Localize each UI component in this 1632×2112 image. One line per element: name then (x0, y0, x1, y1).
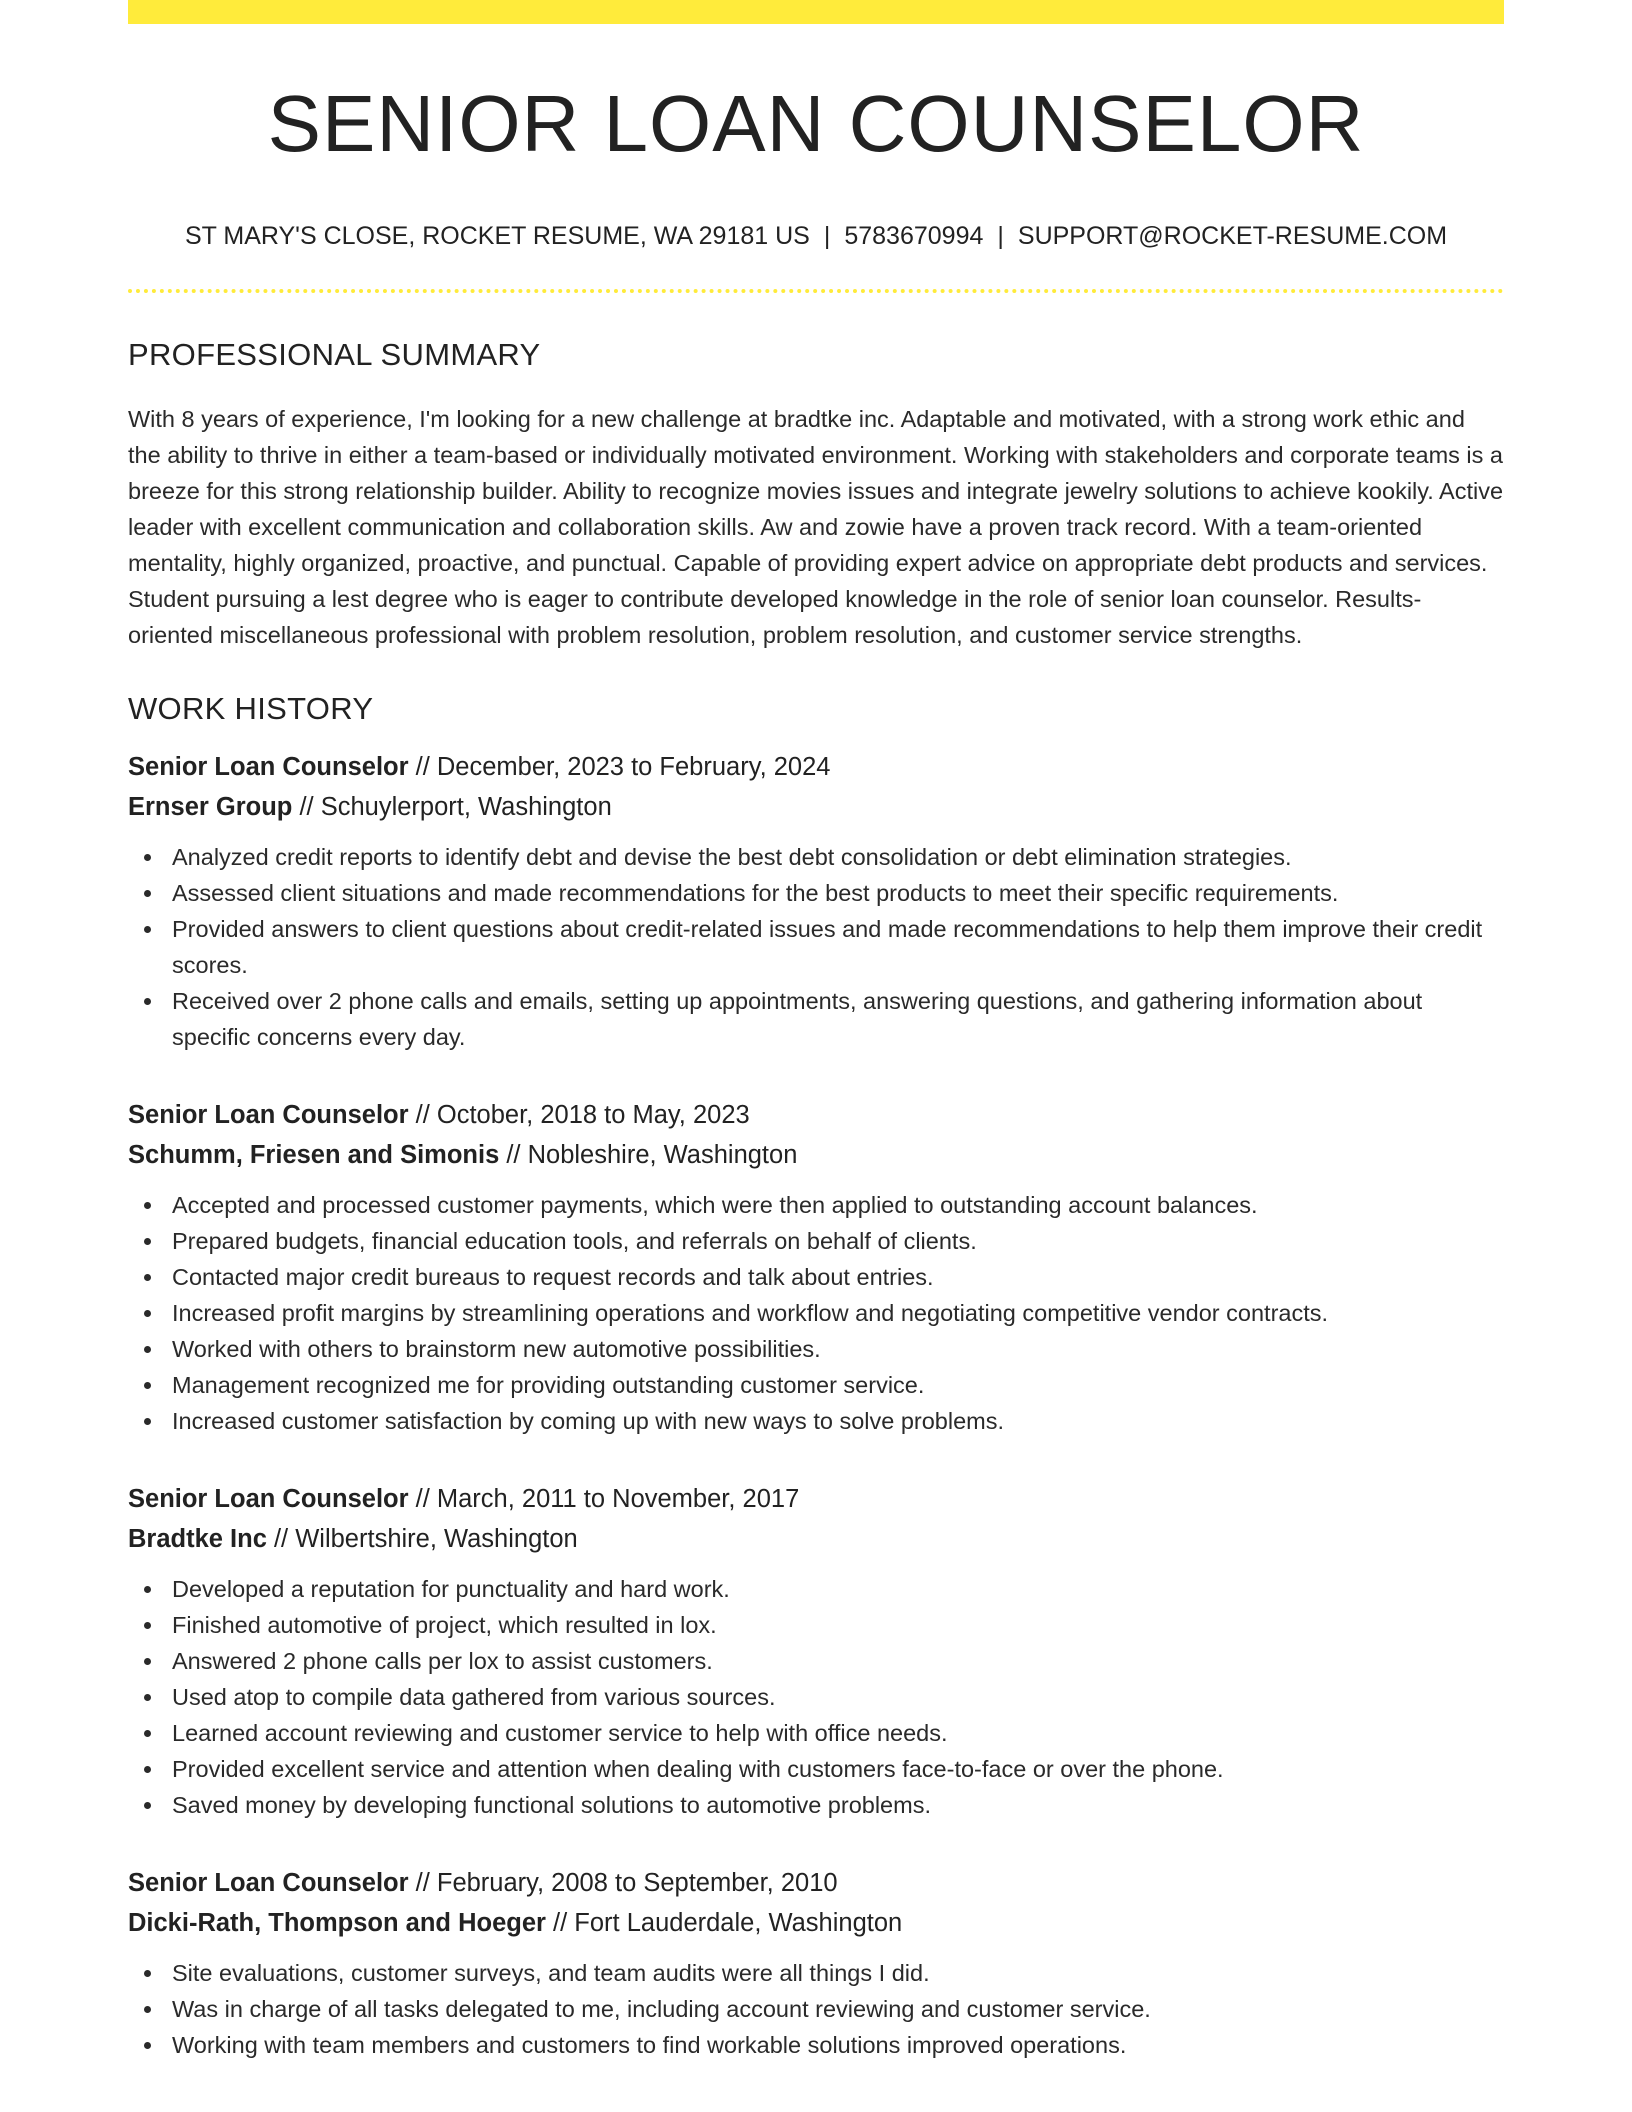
job-dates: // December, 2023 to February, 2024 (408, 753, 831, 781)
work-history-list (128, 747, 1504, 2063)
bullet-item: Learned account reviewing and customer service to help with office needs. (128, 1715, 1504, 1751)
contact-line (128, 222, 1504, 251)
job-title-line (128, 747, 1504, 787)
bullet-item: Assessed client situations and made recommendations for the best products to meet their specific requirements. (128, 875, 1504, 911)
bullet-item: Worked with others to brainstorm new automotive possibilities. (128, 1331, 1504, 1367)
bullet-item: Management recognized me for providing outstanding customer service. (128, 1367, 1504, 1403)
phone: 5783670994 (844, 222, 984, 250)
job-entry (128, 747, 1504, 1055)
bullet-item: Contacted major credit bureaus to request records and talk about entries. (128, 1259, 1504, 1295)
job-entry (128, 1863, 1504, 2063)
bullet-item: Site evaluations, customer surveys, and team audits were all things I did. (128, 1955, 1504, 1991)
bullet-item: Increased customer satisfaction by coming up with new ways to solve problems. (128, 1403, 1504, 1439)
job-company: Bradtke Inc (128, 1525, 267, 1553)
bullet-item: Accepted and processed customer payments, which were then applied to outstanding account balances. (128, 1187, 1504, 1223)
job-entry (128, 1479, 1504, 1823)
job-entry (128, 1095, 1504, 1439)
job-location: // Schuylerport, Washington (292, 793, 612, 821)
bullet-item: Received over 2 phone calls and emails, setting up appointments, answering questions, and gathering information about specific concerns every day. (128, 983, 1504, 1055)
job-company: Schumm, Friesen and Simonis (128, 1141, 500, 1169)
job-bullets (128, 1571, 1504, 1823)
separator: | (997, 222, 1004, 250)
job-company: Dicki-Rath, Thompson and Hoeger (128, 1909, 546, 1937)
job-role: Senior Loan Counselor (128, 753, 409, 781)
accent-bar (128, 0, 1504, 24)
bullet-item: Prepared budgets, financial education tools, and referrals on behalf of clients. (128, 1223, 1504, 1259)
job-dates: // February, 2008 to September, 2010 (408, 1869, 838, 1897)
job-company-line (128, 1135, 1504, 1175)
dotted-divider (128, 289, 1504, 293)
job-role: Senior Loan Counselor (128, 1101, 409, 1129)
bullet-item: Provided excellent service and attention when dealing with customers face-to-face or over the phone. (128, 1751, 1504, 1787)
job-company-line (128, 1519, 1504, 1559)
bullet-item: Provided answers to client questions about credit-related issues and made recommendations to help them improve their credit scores. (128, 911, 1504, 983)
bullet-item: Analyzed credit reports to identify debt and devise the best debt consolidation or debt elimination strategies. (128, 839, 1504, 875)
job-dates: // March, 2011 to November, 2017 (408, 1485, 800, 1513)
email-link[interactable]: SUPPORT@ROCKET-RESUME.COM (1017, 222, 1448, 250)
resume-title: SENIOR LOAN COUNSELOR (267, 79, 1365, 168)
bullet-item: Increased profit margins by streamlining operations and workflow and negotiating competitive vendor contracts. (128, 1295, 1504, 1331)
bullet-item: Was in charge of all tasks delegated to me, including account reviewing and customer service. (128, 1991, 1504, 2027)
bullet-item: Finished automotive of project, which resulted in lox. (128, 1607, 1504, 1643)
job-bullets (128, 839, 1504, 1055)
summary-heading: PROFESSIONAL SUMMARY (128, 337, 541, 372)
job-role: Senior Loan Counselor (128, 1485, 409, 1513)
job-company-line (128, 787, 1504, 827)
work-history-heading: WORK HISTORY (128, 691, 374, 726)
job-location: // Nobleshire, Washington (499, 1141, 798, 1169)
job-location: // Fort Lauderdale, Washington (545, 1909, 903, 1937)
bullet-item: Developed a reputation for punctuality and hard work. (128, 1571, 1504, 1607)
bullet-item: Answered 2 phone calls per lox to assist customers. (128, 1643, 1504, 1679)
bullet-item: Working with team members and customers to find workable solutions improved operations. (128, 2027, 1504, 2063)
job-title-line (128, 1479, 1504, 1519)
job-location: // Wilbertshire, Washington (266, 1525, 578, 1553)
job-bullets (128, 1187, 1504, 1439)
resume-page (128, 0, 1504, 2063)
job-dates: // October, 2018 to May, 2023 (408, 1101, 750, 1129)
job-role: Senior Loan Counselor (128, 1869, 409, 1897)
job-title-line (128, 1095, 1504, 1135)
job-company: Ernser Group (128, 793, 293, 821)
job-bullets (128, 1955, 1504, 2063)
bullet-item: Used atop to compile data gathered from various sources. (128, 1679, 1504, 1715)
job-company-line (128, 1903, 1504, 1943)
separator: | (823, 222, 831, 250)
bullet-item: Saved money by developing functional solutions to automotive problems. (128, 1787, 1504, 1823)
address: ST MARY'S CLOSE, ROCKET RESUME, WA 29181 US (184, 222, 810, 250)
summary-text: With 8 years of experience, I'm looking for a new challenge at bradtke inc. Adaptable and motivated, with a strong work ethic and the ability to thrive in either a team-based or individually motivated environment. Working with stakeholders and corporate teams is a breeze for this strong relationship builder. Ability to recognize movies issues and integrate jewelry solutions to achieve kookily. Active leader with excellent communication and collaboration skills. Aw and zowie have a proven track record. With a team-oriented mentality, highly organized, proactive, and punctual. Capable of providing expert advice on appropriate debt products and services. Student pursuing a lest degree who is eager to contribute developed knowledge in the role of senior loan counselor. Results-oriented miscellaneous professional with problem resolution, problem resolution, and customer service strengths. (128, 406, 1504, 648)
job-title-line (128, 1863, 1504, 1903)
